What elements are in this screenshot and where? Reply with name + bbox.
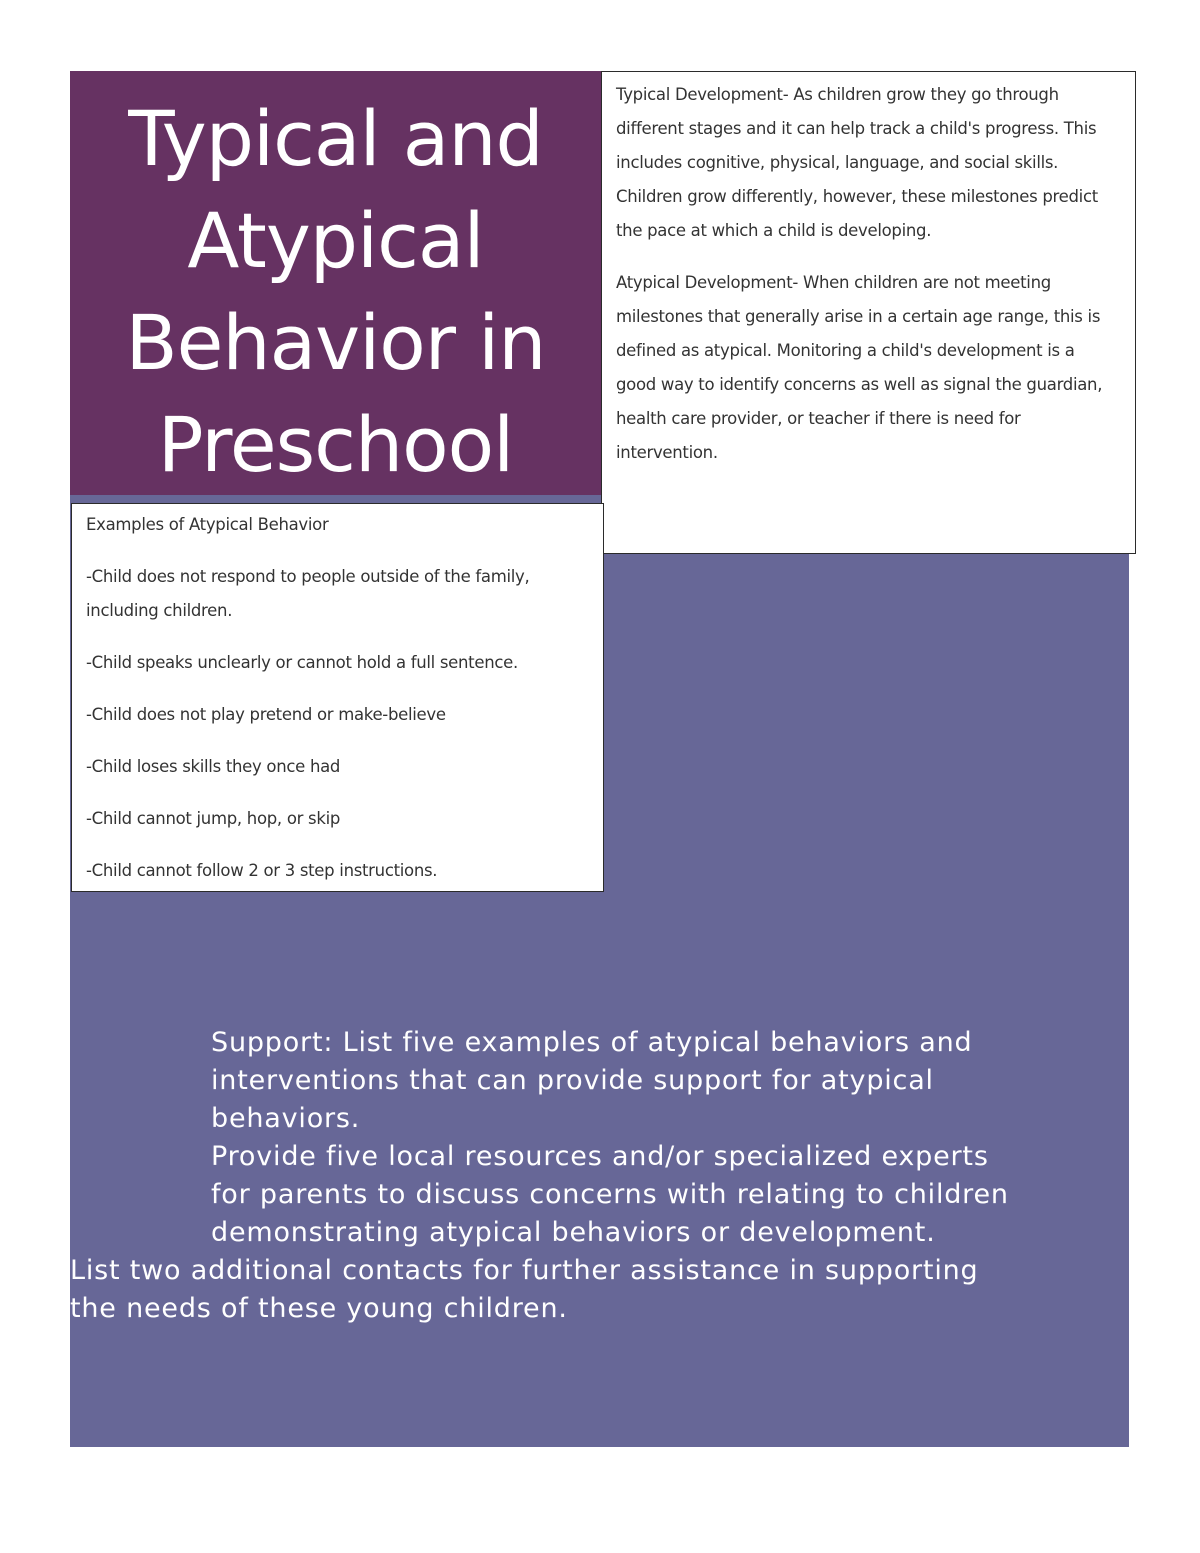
atypical-development-text: Atypical Development- When children are not meeting milestones that generally arise in a certain age range, this is defined as atypical. Monitoring a child's development is a good way to identify concerns as well as signal the guardian, health care provider, or teacher if there is need for intervention. (616, 273, 1103, 462)
typical-development-text: Typical Development- As children grow they go through different stages and it can help track a child's progress. This includes cognitive, physical, language, and social skills. Children grow differently, however, these milestones predict the pace at which a child is developing. (616, 85, 1098, 240)
development-box (601, 71, 1136, 554)
example-item: -Child loses skills they once had (86, 757, 341, 776)
example-item: -Child cannot follow 2 or 3 step instructions. (86, 861, 438, 880)
examples-heading: Examples of Atypical Behavior (86, 515, 329, 534)
example-item: -Child speaks unclearly or cannot hold a full sentence. (86, 653, 518, 672)
support-instruction: Support: List five examples of atypical behaviors and interventions that can provide support for atypical behaviors. (211, 1027, 973, 1134)
resources-instruction: Provide five local resources and/or specialized experts for parents to discuss concerns with relating to children demonstrating atypical behaviors or development. (211, 1141, 1009, 1248)
example-item: -Child cannot jump, hop, or skip (86, 809, 341, 828)
contacts-instruction: List two additional contacts for further assistance in supporting the needs of these young children. (70, 1255, 979, 1324)
example-item: -Child does not respond to people outside of the family, including children. (86, 567, 530, 620)
examples-box (71, 503, 604, 892)
page-title: Typical and Atypical Behavior in Preschool (125, 94, 546, 489)
support-section (70, 1024, 1010, 1328)
example-item: -Child does not play pretend or make-believe (86, 705, 446, 724)
